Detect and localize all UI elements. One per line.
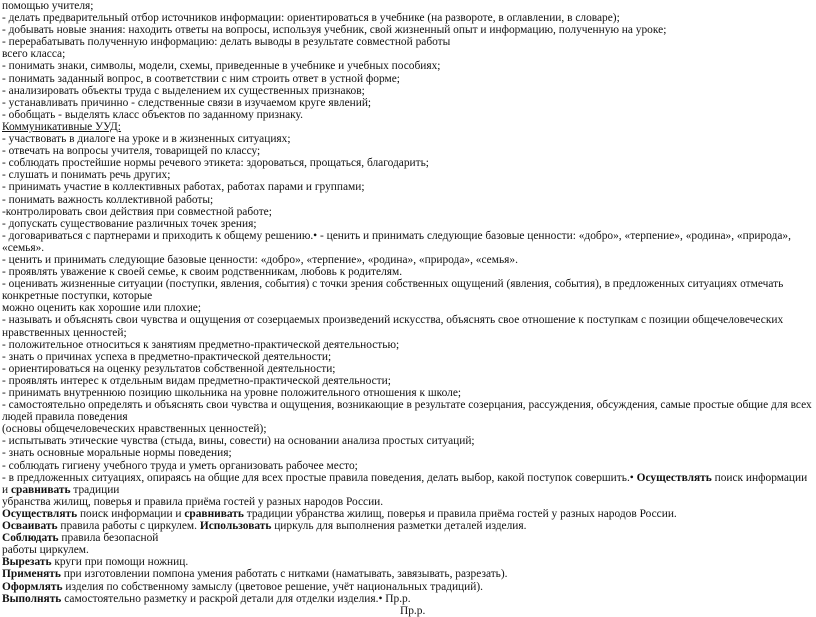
- text-line: - понимать заданный вопрос, в соответствии с ним строить ответ в устной форме;: [2, 72, 400, 85]
- text-segment: традиции: [70, 483, 120, 496]
- bold-term: сравнивать: [10, 483, 71, 496]
- bold-term: Выполнять: [2, 592, 62, 605]
- bold-term: Осуществлять: [636, 471, 712, 484]
- text-line: - участвовать в диалоге на уроке и в жизненных ситуациях;: [2, 133, 291, 146]
- text-line: - устанавливать причинно - следственные связи в изучаемом круге явлений;: [2, 96, 372, 109]
- text-line: - ориентироваться на оценку результатов собственной деятельности;: [2, 362, 336, 375]
- bold-term: Использовать: [199, 520, 272, 533]
- bold-term: Осваивать: [2, 520, 58, 533]
- text-line: - обобщать - выделять класс объектов по заданному признаку.: [2, 108, 303, 121]
- text-segment: - в предложенных ситуациях, опираясь на общие для всех простые правила поведения, делать выбор, какой поступок совершить.•: [2, 471, 637, 484]
- text-line-mixed: [2, 556, 814, 568]
- bold-term: Оформлять: [2, 580, 63, 593]
- footer-note: Пр.р.: [400, 604, 426, 617]
- text-segment: самостоятельно разметку и раскрой детали для отделки изделия.• Пр.р.: [61, 592, 411, 605]
- text-line: - отвечать на вопросы учителя, товарищей по классу;: [2, 145, 261, 158]
- text-line: убранства жилищ, поверья и правила приёма гостей у разных народов России.: [2, 495, 384, 508]
- text-line: - принимать внутреннюю позицию школьника на уровне положительного отношения к школе;: [2, 387, 462, 399]
- text-line: - оценивать жизненные ситуации (поступки, явления, события) с точки зрения собственных ощущений (явления, события), в предложенных ситуациях отмечать конкретные поступки, которые: [2, 278, 787, 303]
- text-segment: традиции убранства жилищ, поверья и правила приёма гостей у разных народов России.: [243, 507, 677, 520]
- text-line: - слушать и понимать речь других;: [2, 169, 171, 182]
- text-line: - испытывать этические чувства (стыда, вины, совести) на основании анализа простых ситуаций;: [2, 435, 475, 448]
- bold-term: Применять: [2, 568, 61, 581]
- text-line: - соблюдать простейшие нормы речевого этикета: здороваться, прощаться, благодарить;: [2, 157, 429, 170]
- text-line: - договариваться с партнерами и приходить к общему решению.• - ценить и принимать следующие базовые ценности: «добро», «терпение», «родина», «природа», «семья».: [2, 229, 794, 254]
- bold-term: Осуществлять: [2, 507, 78, 520]
- text-line: - понимать знаки, символы, модели, схемы, приведенные в учебнике и учебных пособиях;: [2, 60, 441, 73]
- text-line: можно оценить как хорошие или плохие;: [2, 302, 202, 315]
- bold-term: Вырезать: [2, 556, 52, 569]
- bold-term: Соблюдать: [2, 532, 59, 545]
- text-line-mixed: [2, 532, 814, 544]
- text-line-mixed: [2, 472, 814, 496]
- bold-term: сравнивать: [184, 507, 244, 520]
- text-line-mixed: [2, 593, 814, 605]
- text-line: - анализировать объекты труда с выделением их существенных признаков;: [2, 84, 365, 97]
- text-line: - добывать новые знания: находить ответы на вопросы, используя учебник, свой жизненный опыт и информацию, полученную на уроке;: [2, 24, 667, 37]
- text-segment: поиск информации и: [2, 471, 811, 496]
- text-line: - понимать важность коллективной работы;: [2, 193, 214, 206]
- text-segment: при изготовлении помпона умения работать с нитками (наматывать, завязывать, разрезать).: [60, 568, 508, 581]
- text-line: - соблюдать гигиену учебного труда и уметь организовать рабочее место;: [2, 459, 358, 472]
- text-line: - делать предварительный отбор источников информации: ориентироваться в учебнике (на развороте, в оглавлении, в словаре);: [2, 12, 620, 25]
- text-line: - самостоятельно определять и объяснять свои чувства и ощущения, возникающие в результате созерцания, рассуждения, обсуждения, самые простые общие для всех людей правила поведения: [2, 399, 815, 424]
- text-line: работы циркулем.: [2, 544, 89, 557]
- text-line: - положительное относиться к занятиям предметно-практической деятельностью;: [2, 338, 400, 351]
- text-line: - знать основные моральные нормы поведения;: [2, 447, 232, 460]
- text-segment: круги при помощи ножниц.: [51, 556, 189, 569]
- text-line: - знать о причинах успеха в предметно-практической деятельности;: [2, 350, 332, 363]
- section-heading-communicative: Коммуникативные УУД:: [2, 120, 121, 133]
- text-line: - называть и объяснять свои чувства и ощущения от созерцаемых произведений искусства, объяснять свое отношение к поступкам с позиции общечеловеческих нравственных ценностей;: [2, 314, 786, 339]
- text-line-mixed: [2, 568, 814, 580]
- text-segment: правила безопасной: [58, 532, 159, 545]
- text-line: -контролировать свои действия при совместной работе;: [2, 205, 272, 218]
- text-segment: изделия по собственному замыслу (цветовое решение, учёт национальных традиций).: [62, 580, 483, 593]
- text-line: всего класса;: [2, 48, 66, 61]
- text-line: (основы общечеловеческих нравственных ценностей);: [2, 423, 267, 436]
- text-line: - проявлять уважение к своей семье, к своим родственникам, любовь к родителям.: [2, 266, 403, 279]
- text-line: - проявлять интерес к отдельным видам предметно-практической деятельности;: [2, 374, 391, 387]
- text-segment: правила работы с циркулем.: [57, 520, 200, 533]
- text-line: помощью учителя;: [2, 0, 94, 12]
- text-segment: поиск информации и: [77, 507, 185, 520]
- text-line: - принимать участие в коллективных работах, работах парами и группами;: [2, 181, 365, 194]
- text-line: - ценить и принимать следующие базовые ценности: «добро», «терпение», «родина», «природа», «семья».: [2, 253, 518, 266]
- text-segment: циркуль для выполнения разметки деталей изделия.: [271, 520, 527, 533]
- text-line-mixed: [2, 520, 814, 532]
- text-line-mixed: [2, 508, 814, 520]
- text-line: - допускать существование различных точек зрения;: [2, 217, 257, 230]
- text-line: - перерабатывать полученную информацию: делать выводы в результате совместной работы: [2, 36, 451, 49]
- text-line-mixed: [2, 581, 814, 593]
